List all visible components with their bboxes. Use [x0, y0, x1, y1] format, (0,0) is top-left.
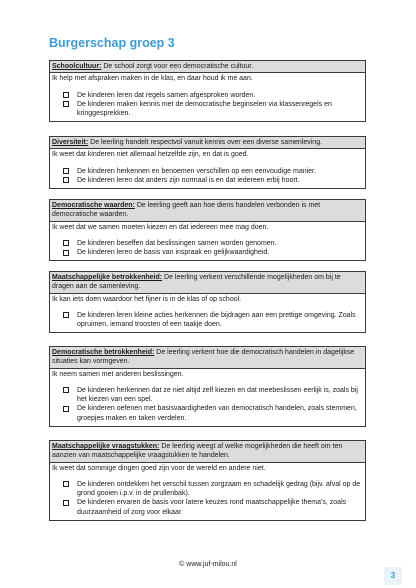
checklist-item-text: De kinderen ervaren de basis voor latere keuzes rond maatschappelijke thema’s, zoals duurzaamheid of zorg voor elkaar. [77, 499, 347, 516]
checklist-item [52, 498, 363, 517]
section-body [50, 222, 365, 261]
section-description: De leerling weegt af welke mogelijkheden die heeft om ten aanzien van maatschappelijke vraagstukken te handelen. [52, 443, 343, 460]
checklist-item-text: De kinderen leren kleine acties herkennen die bijdragen aan een prettige omgeving. Zoals opruimen, iemand troosten of een taakje doen. [77, 311, 356, 329]
checkbox[interactable] [63, 500, 69, 506]
section-label: Diversiteit: [52, 139, 89, 146]
checklist-item [52, 480, 363, 499]
section-body [50, 369, 365, 426]
checkbox[interactable] [63, 312, 69, 318]
checkbox[interactable] [63, 387, 69, 393]
checklist-item-text: De kinderen leren dat anders zijn normaal is en dat iedereen erbij hoort. [77, 176, 300, 184]
section-intro: Ik weet dat we samen moeten kiezen en dat iedereen mee mag doen. [52, 223, 269, 231]
section-democratische-waarden [49, 199, 366, 261]
checklist-item [52, 404, 363, 423]
checkbox[interactable] [63, 92, 69, 98]
checkbox[interactable] [63, 168, 69, 174]
section-label: Maatschappelijke betrokkenheid: [52, 274, 163, 281]
footer-copyright: © www.juf-milou.nl [179, 561, 237, 568]
section-header [50, 441, 365, 463]
checklist-item [52, 176, 363, 185]
section-democratische-betrokkenheid [49, 346, 366, 427]
checklist-item [52, 167, 363, 176]
section-header [50, 137, 365, 149]
section-body [50, 294, 365, 333]
checklist-item-text: De kinderen herkennen en benoemen verschillen op een eenvoudige manier. [77, 167, 316, 175]
checklist-item [52, 91, 363, 100]
section-intro: Ik weet dat sommige dingen goed zijn voor de wereld en andere niet. [52, 464, 266, 472]
checklist-item [52, 386, 363, 405]
checklist-item-text: De kinderen ontdekken het verschil tussen zorgzaam en schadelijk gedrag (bijv. afval op de grond gooien i.p.v. in de prullenbak). [77, 480, 361, 498]
checkbox[interactable] [63, 406, 69, 412]
page-title: Burgerschap groep 3 [49, 36, 175, 50]
section-schoolcultuur [49, 60, 366, 122]
checkbox[interactable] [63, 240, 69, 246]
section-intro: Ik kan iets doen waardoor het fijner is in de klas of op school. [52, 295, 242, 303]
checklist-item [52, 311, 363, 330]
section-body [50, 73, 365, 121]
checklist-item-text: De kinderen oefenen met basisvaardigheden van democratisch handelen, zoals stemmen, groepjes maken en taken verdelen. [77, 405, 357, 422]
checklist-item [52, 100, 363, 119]
section-label: Democratische waarden: [52, 202, 135, 209]
section-body [50, 149, 365, 188]
section-header [50, 61, 365, 73]
section-label: Schoolcultuur: [52, 63, 102, 70]
section-description: De leerling handelt respectvol vanuit kennis over een diverse samenleving. [88, 139, 323, 146]
section-maatschappelijke-betrokkenheid [49, 271, 366, 333]
section-header [50, 272, 365, 294]
section-maatschappelijke-vraagstukken [49, 440, 366, 521]
checkbox[interactable] [63, 177, 69, 183]
checklist-item-text: De kinderen beseffen dat beslissingen samen worden genomen. [77, 239, 277, 247]
section-intro: Ik neem samen met anderen beslissingen. [52, 370, 184, 378]
section-label: Democratische betrokkenheid: [52, 349, 155, 356]
section-diversiteit [49, 136, 366, 189]
section-description: De leerling verkent verschillende mogelijkheden om bij te dragen aan de samenleving. [52, 274, 341, 291]
checklist-item-text: De kinderen leren dat regels samen afgesproken worden. [77, 91, 256, 99]
checklist-item-text: De kinderen leren de basis van inspraak en gelijkwaardigheid. [77, 249, 270, 257]
section-header [50, 347, 365, 369]
checklist-item [52, 248, 363, 257]
checklist-item-text: De kinderen herkennen dat ze niet altijd zelf kiezen en dat meebeslissen eerlijk is, zoals bij het kiezen van een spel. [77, 386, 358, 404]
checkbox[interactable] [63, 481, 69, 487]
section-label: Maatschappelijke vraagstukken: [52, 443, 160, 450]
page-number: 3 [384, 567, 402, 585]
checkbox[interactable] [63, 101, 69, 107]
section-description: De leerling verkent hoe die democratisch handelen in dagelijkse situaties kan vormgeven. [52, 349, 355, 366]
section-intro: Ik weet dat kinderen niet allemaal hetzelfde zijn, en dat is goed. [52, 151, 249, 159]
checkbox[interactable] [63, 250, 69, 256]
section-body [50, 463, 365, 520]
section-description: De school zorgt voor een democratische cultuur. [101, 63, 254, 70]
section-header [50, 200, 365, 222]
section-intro: Ik help met afspraken maken in de klas, en daar houd ik me aan. [52, 75, 253, 83]
section-description: De leerling geeft aan hoe diens handelen verbonden is met democratische waarden. [52, 202, 321, 219]
checklist-item-text: De kinderen maken kennis met de democratische beginselen via klassenregels en kringgesprekken. [77, 100, 332, 118]
checklist-item [52, 239, 363, 248]
